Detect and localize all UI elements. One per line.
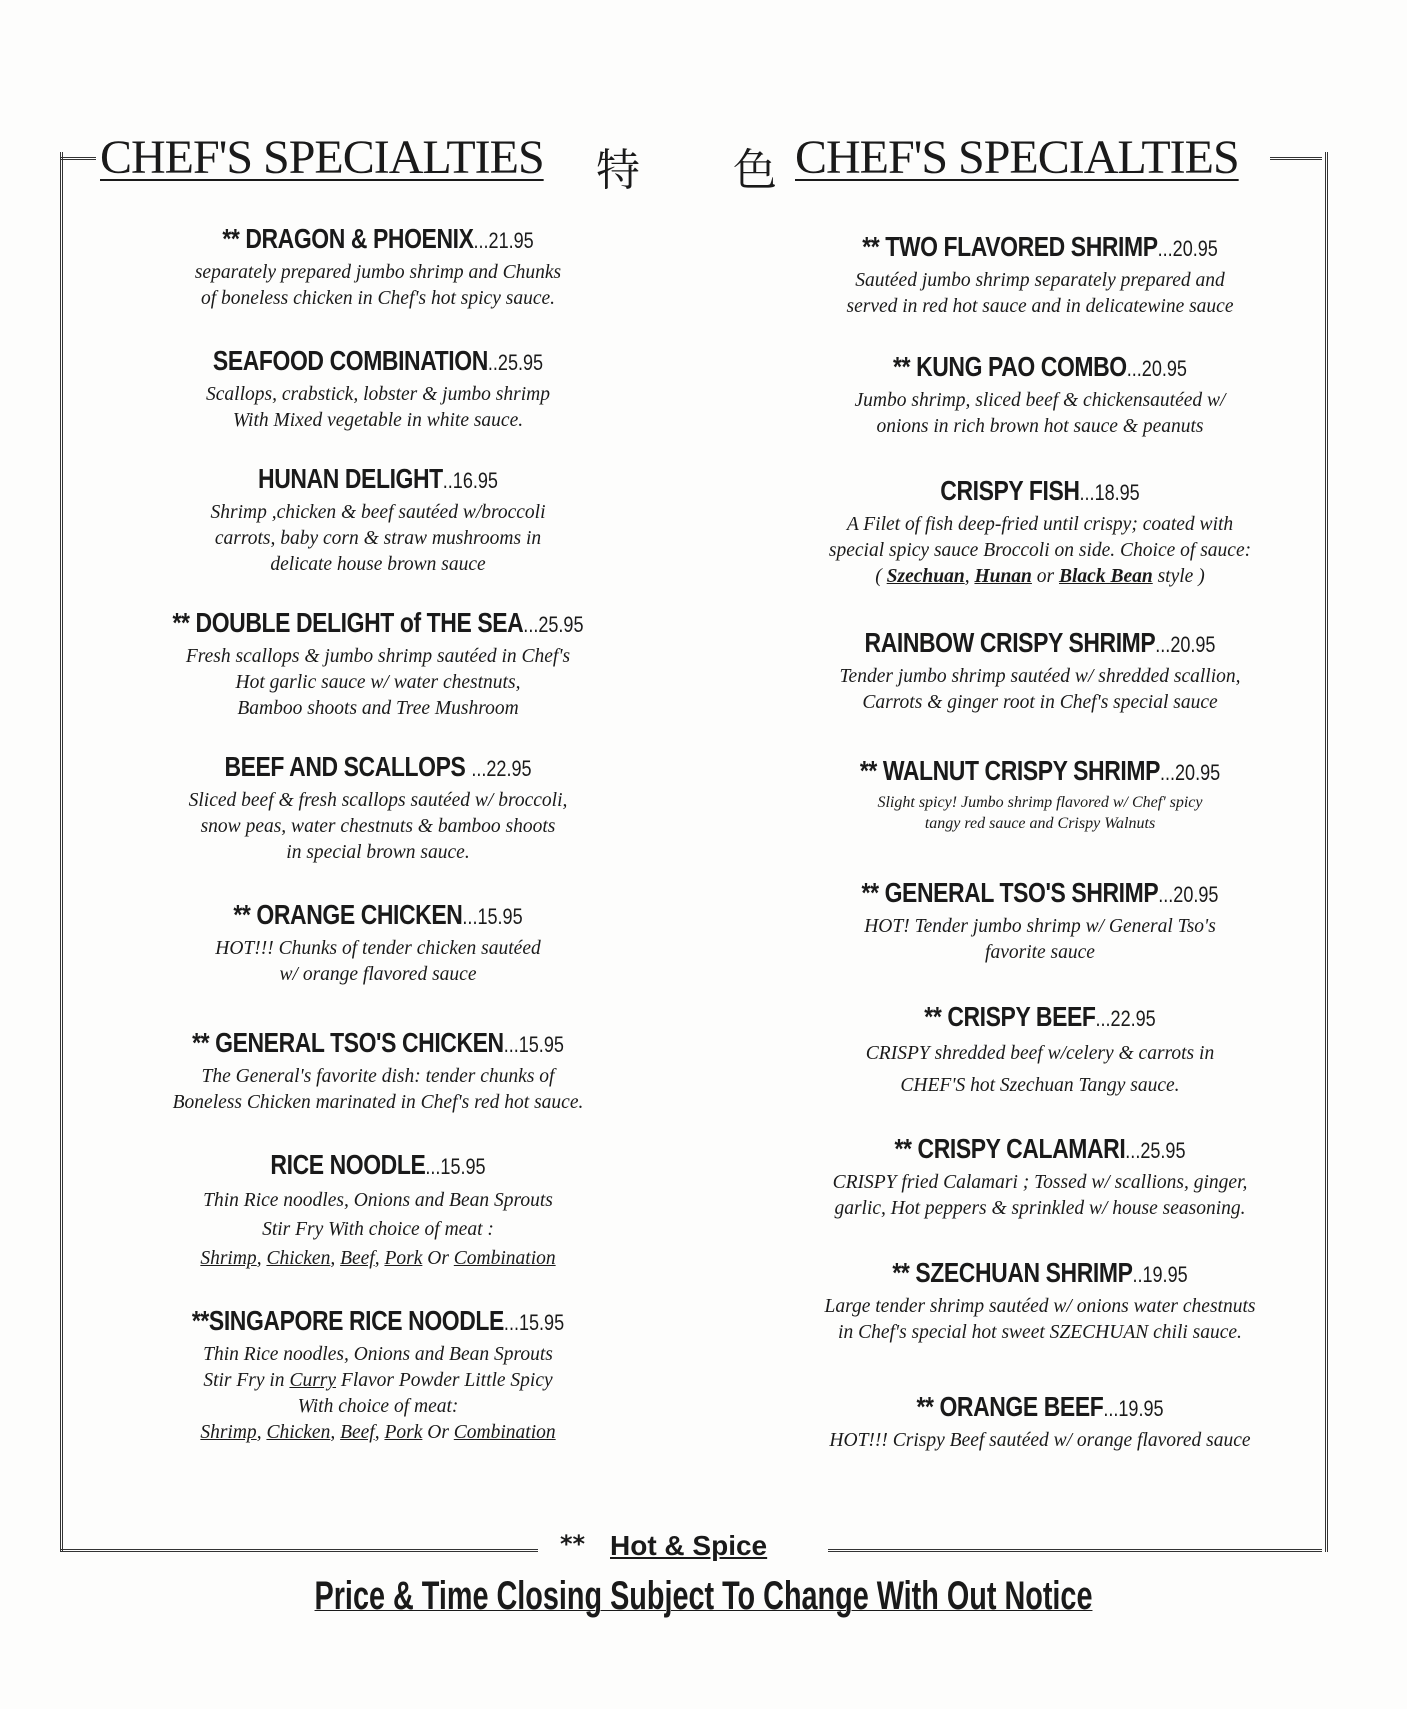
item-title: ** TWO FLAVORED SHRIMP...20.95 [862,231,1218,262]
menu-item [118,222,638,312]
item-price: ..25.95 [487,350,544,375]
item-description: Large tender shrimp sautéed w/ onions water chestnuts in Chef's special hot sweet SZECHUAN chili sauce. [824,1296,1256,1343]
menu-item [780,1000,1300,1102]
chinese-character-right: 色 [733,145,777,196]
item-description: Shrimp ,chicken & beef sautéed w/broccoli carrots, baby corn & straw mushrooms in delicate house brown sauce [210,502,546,575]
menu-item [780,474,1300,590]
item-price: ...20.95 [1155,632,1216,657]
item-price: ...15.95 [425,1154,486,1179]
item-price: ...15.95 [462,904,523,929]
item-price: ..16.95 [442,468,498,493]
item-price: ...25.95 [523,612,584,637]
menu-item [780,1390,1300,1454]
item-description: CRISPY shredded beef w/celery & carrots in CHEF'S hot Szechuan Tangy sauce. [865,1043,1215,1096]
item-description: Thin Rice noodles, Onions and Bean Sprouts Stir Fry in Curry Flavor Powder Little Spicy With choice of meat: Shrimp, Chicken, Beef, Pork Or Combination [118,1342,638,1446]
item-title: SEAFOOD COMBINATION..25.95 [212,345,544,376]
menu-item [780,876,1300,966]
item-title: ** ORANGE BEEF...19.95 [916,1391,1164,1422]
item-price: ...18.95 [1079,480,1140,505]
item-description: Thin Rice noodles, Onions and Bean Sprouts Stir Fry With choice of meat : Shrimp, Chicken, Beef, Pork Or Combination [118,1186,638,1273]
menu-item [118,344,638,434]
menu-item [780,230,1300,320]
item-description: Sautéed jumbo shrimp separately prepared and served in red hot sauce and in delicatewine sauce [846,270,1234,317]
sauce-choices: ( Szechuan, Hunan or Black Bean style ) [875,566,1205,587]
item-price: ...20.95 [1158,882,1219,907]
item-title: ** WALNUT CRISPY SHRIMP...20.95 [859,755,1221,786]
menu-item [118,462,638,578]
item-description: Jumbo shrimp, sliced beef & chickensautéed w/ onions in rich brown hot sauce & peanuts [854,390,1226,437]
hot-spice-marker: ** [560,1530,586,1558]
item-price: ...15.95 [503,1310,565,1335]
item-description: CRISPY fried Calamari ; Tossed w/ scallions, ginger, garlic, Hot peppers & sprinkled w/ house seasoning. [832,1172,1248,1219]
menu-item [118,1026,638,1116]
header-rule-left [60,157,96,160]
item-price: ...20.95 [1157,236,1218,261]
meat-choices: Shrimp, Chicken, Beef, Pork Or Combination [200,1422,556,1443]
menu-item [118,750,638,866]
item-description: Tender jumbo shrimp sautéed w/ shredded scallion, Carrots & ginger root in Chef's special sauce [839,666,1241,713]
item-price: ...19.95 [1103,1396,1164,1421]
item-description: Scallops, crabstick, lobster & jumbo shrimp With Mixed vegetable in white sauce. [206,384,550,431]
hot-spice-legend: Hot & Spice [610,1530,768,1561]
item-price: ...25.95 [1125,1138,1186,1163]
item-description: HOT!!! Chunks of tender chicken sautéed w/ orange flavored sauce [215,938,541,985]
meat-choices: Shrimp, Chicken, Beef, Pork Or Combination [200,1248,556,1269]
item-price: ...22.95 [471,756,532,781]
item-description: separately prepared jumbo shrimp and Chunks of boneless chicken in Chef's hot spicy sauce. [194,262,562,309]
item-title: RAINBOW CRISPY SHRIMP...20.95 [864,627,1216,658]
item-title: ** KUNG PAO COMBO...20.95 [893,351,1187,382]
item-title: ** DOUBLE DELIGHT of THE SEA...25.95 [172,607,584,638]
item-title: ** GENERAL TSO'S CHICKEN...15.95 [192,1027,564,1058]
page-title-right: CHEF'S SPECIALTIES [795,131,1239,184]
item-description: A Filet of fish deep-fried until crispy; coated with special spicy sauce Broccoli on side. Choice of sauce: ( Szechuan, Hunan or Black Bean style ) [780,512,1300,590]
menu-item [118,1304,638,1446]
item-price: ...15.95 [503,1032,564,1057]
item-title: ** CRISPY BEEF...22.95 [924,1001,1156,1032]
menu-item [118,898,638,988]
item-price: ...22.95 [1095,1006,1156,1031]
item-title: ** CRISPY CALAMARI...25.95 [894,1133,1186,1164]
menu-item [780,350,1300,440]
item-description: The General's favorite dish: tender chunks of Boneless Chicken marinated in Chef's red hot sauce. [172,1066,584,1113]
menu-item [780,754,1300,834]
menu-item [118,606,638,722]
item-title: CRISPY FISH...18.95 [940,475,1140,506]
item-title: ** ORANGE CHICKEN...15.95 [233,899,523,930]
item-description: Slight spicy! Jumbo shrimp flavored w/ Chef' spicy tangy red sauce and Crispy Walnuts [877,794,1203,832]
price-notice: Price & Time Closing Subject To Change With Out Notice [314,1574,1093,1618]
item-description: HOT! Tender jumbo shrimp w/ General Tso's favorite sauce [864,916,1216,963]
item-title: ** DRAGON & PHOENIX...21.95 [222,223,534,254]
item-title: ** GENERAL TSO'S SHRIMP...20.95 [861,877,1219,908]
item-title: **SINGAPORE RICE NOODLE...15.95 [191,1305,565,1336]
item-price: ...20.95 [1159,760,1221,785]
item-description: Fresh scallops & jumbo shrimp sautéed in Chef's Hot garlic sauce w/ water chestnuts, Bamboo shoots and Tree Mushroom [185,646,571,719]
chinese-character-left: 特 [596,145,640,196]
footer-rule-right [828,1549,1322,1552]
item-title: ** SZECHUAN SHRIMP..19.95 [892,1257,1188,1288]
item-title: BEEF AND SCALLOPS ...22.95 [224,751,532,782]
menu-item [780,626,1300,716]
item-title: HUNAN DELIGHT..16.95 [258,463,498,494]
page-title-left: CHEF'S SPECIALTIES [100,131,544,184]
item-price: ...20.95 [1126,356,1187,381]
item-description: Sliced beef & fresh scallops sautéed w/ broccoli, snow peas, water chestnuts & bamboo shoots in special brown sauce. [188,790,568,863]
item-description: HOT!!! Crispy Beef sautéed w/ orange flavored sauce [829,1430,1251,1451]
menu-item [118,1148,638,1273]
footer-rule-left [60,1549,538,1552]
header-rule-right [1270,157,1322,160]
item-price: ..19.95 [1132,1262,1188,1287]
menu-item [780,1132,1300,1222]
item-title: RICE NOODLE...15.95 [270,1149,486,1180]
menu-item [780,1256,1300,1346]
item-price: ...21.95 [473,228,534,253]
